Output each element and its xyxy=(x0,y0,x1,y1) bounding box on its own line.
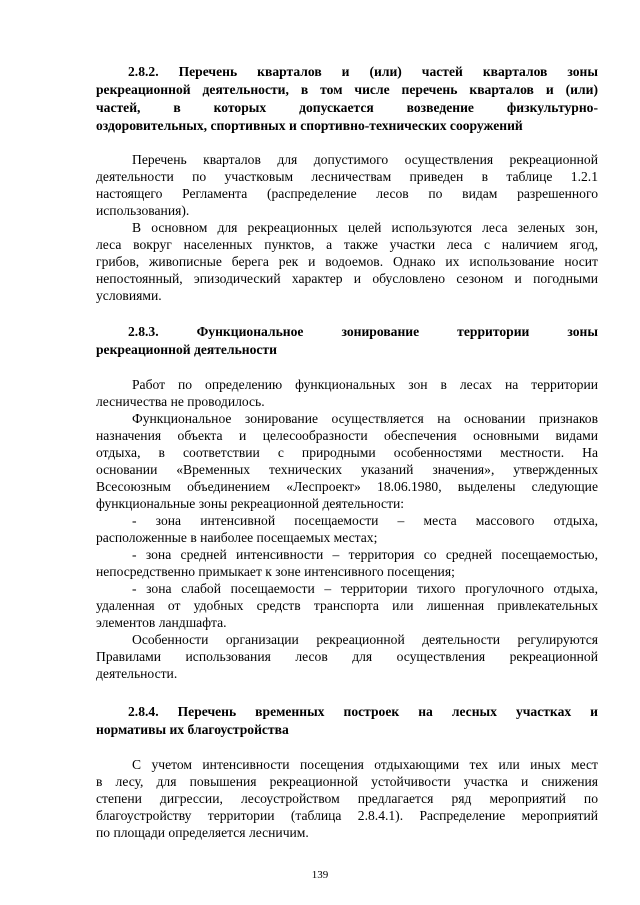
section-heading-line: частей, в которых допускается возведение физкультурно- xyxy=(96,100,598,115)
paragraph-line: условиями. xyxy=(96,288,162,303)
list-item-line: - зона слабой посещаемости – территории тихого прогулочного отдыха, xyxy=(132,581,598,596)
paragraph-line: леса вокруг населенных пунктов, а также участки леса с наличием ягод, xyxy=(96,237,598,252)
list-item-line: - зона интенсивной посещаемости – места массового отдыха, xyxy=(132,513,598,528)
paragraph-line: по площади определяется лесничим. xyxy=(96,825,309,840)
paragraph-line: в лесу, для повышения рекреационной устойчивости участка и снижения xyxy=(96,774,598,789)
paragraph-line: Перечень кварталов для допустимого осуществления рекреационной xyxy=(132,152,598,167)
page-number: 139 xyxy=(311,869,329,881)
list-item-line: элементов ландшафта. xyxy=(96,615,227,630)
list-item-line: непосредственно примыкает к зоне интенсивного посещения; xyxy=(96,564,455,579)
paragraph-line: лесничества не проводилось. xyxy=(96,394,265,409)
section-heading-line: 2.8.4. Перечень временных построек на лесных участках и xyxy=(128,704,598,719)
paragraph-line: Работ по определению функциональных зон в лесах на территории xyxy=(132,377,598,392)
paragraph-line: функциональные зоны рекреационной деятельности: xyxy=(96,496,405,511)
paragraph-line: настоящего Регламента (распределение лесов по видам разрешенного xyxy=(96,186,598,201)
paragraph-line: В основном для рекреационных целей используются леса зеленых зон, xyxy=(132,220,598,235)
paragraph-line: грибов, живописные берега рек и водоемов. Однако их использование носит xyxy=(96,254,598,269)
list-item-line: - зона средней интенсивности – территория со средней посещаемостью, xyxy=(132,547,598,562)
section-heading-line: 2.8.3. Функциональное зонирование территории зоны xyxy=(128,324,598,339)
section-heading-line: рекреационной деятельности xyxy=(96,342,277,357)
paragraph-line: Особенности организации рекреационной деятельности регулируются xyxy=(132,632,598,647)
paragraph-line: использования). xyxy=(96,203,190,218)
paragraph-line: основании «Временных технических указаний значения», утвержденных xyxy=(96,462,598,477)
list-item-line: удаленная от удобных средств транспорта или лишенная привлекательных xyxy=(96,598,598,613)
paragraph-line: Функциональное зонирование осуществляется на основании признаков xyxy=(132,411,598,426)
paragraph-line: деятельности по участковым лесничествам приведен в таблице 1.2.1 xyxy=(96,169,598,184)
paragraph-line: назначения объекта и целесообразности обеспечения основными видами xyxy=(96,428,598,443)
paragraph-line: степени дигрессии, лесоустройством предлагается ряд мероприятий по xyxy=(96,791,598,806)
section-heading-line: оздоровительных, спортивных и спортивно-технических сооружений xyxy=(96,118,523,133)
paragraph-line: деятельности. xyxy=(96,666,178,681)
paragraph-line: С учетом интенсивности посещения отдыхающими тех или иных мест xyxy=(132,757,598,772)
paragraph-line: непостоянный, эпизодический характер и обусловлено сезоном и погодными xyxy=(96,271,598,286)
section-heading-line: нормативы их благоустройства xyxy=(96,722,289,737)
paragraph-line: благоустройству территории (таблица 2.8.4.1). Распределение мероприятий xyxy=(96,808,598,823)
list-item-line: расположенные в наиболее посещаемых местах; xyxy=(96,530,378,545)
section-heading-line: 2.8.2. Перечень кварталов и (или) частей кварталов зоны xyxy=(128,64,598,79)
paragraph-line: Правилами использования лесов для осуществления рекреационной xyxy=(96,649,598,664)
paragraph-line: Всесоюзным объединением «Леспроект» 18.06.1980, выделены следующие xyxy=(96,479,598,494)
paragraph-line: отдыха, в соответствии с природными особенностями местности. На xyxy=(96,445,598,460)
section-heading-line: рекреационной деятельности, в том числе перечень кварталов и (или) xyxy=(96,82,598,97)
